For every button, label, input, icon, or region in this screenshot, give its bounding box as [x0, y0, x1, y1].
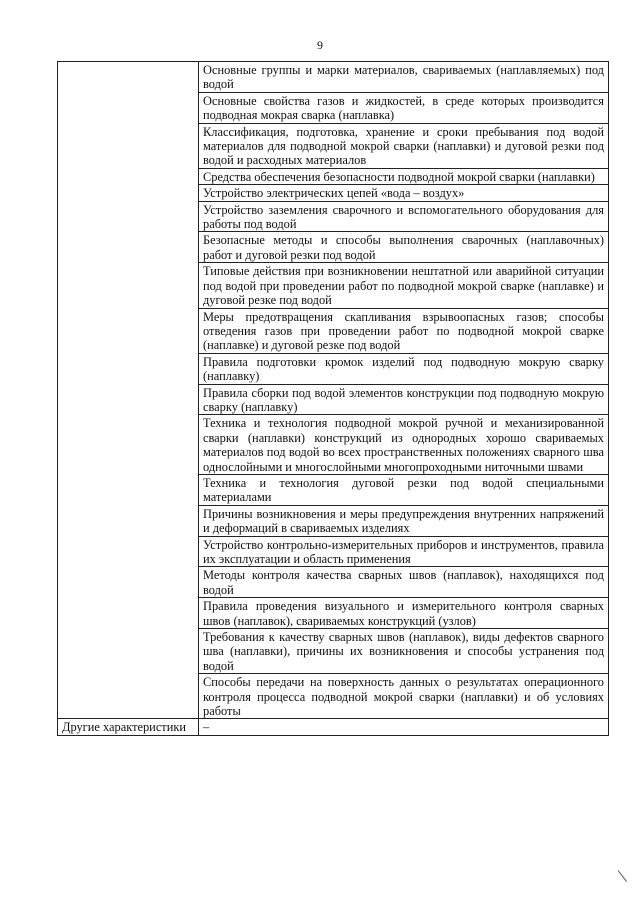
- page-number: 9: [317, 38, 323, 52]
- table-cell: Методы контроля качества сварных швов (наплавок), находящихся под водой: [199, 567, 609, 598]
- other-characteristics-row: [58, 719, 609, 735]
- table-cell: Основные группы и марки материалов, свариваемых (наплавляемых) под водой: [199, 62, 609, 93]
- other-characteristics-label: Другие характеристики: [58, 719, 199, 735]
- table-cell: Способы передачи на поверхность данных о результатах операционного контроля процесса подводной мокрой сварки (наплавки) и об условиях работы: [199, 674, 609, 719]
- table-cell: Правила проведения визуального и измерительного контроля сварных швов (наплавок), свариваемых конструкций (узлов): [199, 598, 609, 629]
- table-cell: Основные свойства газов и жидкостей, в среде которых производится подводная мокрая сварка (наплавка): [199, 92, 609, 123]
- table-cell: Классификация, подготовка, хранение и сроки пребывания под водой материалов для подводной мокрой сварки (наплавки) и дуговой резки под водой и расходных материалов: [199, 123, 609, 168]
- table-cell: Типовые действия при возникновении нештатной или аварийной ситуации под водой при проведении работ по подводной мокрой сварке (наплавке) и дуговой резке под водой: [199, 263, 609, 308]
- table-cell: Правила подготовки кромок изделий под подводную мокрую сварку (наплавку): [199, 353, 609, 384]
- other-characteristics-value: –: [199, 719, 609, 735]
- table-row: [58, 62, 609, 93]
- empty-label-cell: [58, 62, 199, 719]
- table-cell: Техника и технология подводной мокрой ручной и механизированной сварки (наплавки) конструкций из однородных хорошо свариваемых материалов под водой во всех пространственных положениях сварного шва однослойными и многослойными многопроходными ниточными швами: [199, 415, 609, 475]
- table-cell: Средства обеспечения безопасности подводной мокрой сварки (наплавки): [199, 168, 609, 184]
- table-cell: Причины возникновения и меры предупреждения внутренних напряжений и деформаций в свариваемых изделиях: [199, 505, 609, 536]
- table-cell: Требования к качеству сварных швов (наплавок), виды дефектов сварного шва (наплавки), причины их возникновения и способы устранения под водой: [199, 629, 609, 674]
- knowledge-table: [57, 61, 609, 736]
- table-cell: Устройство электрических цепей «вода – воздух»: [199, 185, 609, 201]
- knowledge-table-body: [58, 62, 609, 736]
- table-cell: Правила сборки под водой элементов конструкции под подводную мокрую сварку (наплавку): [199, 384, 609, 415]
- table-cell: Меры предотвращения скапливания взрывоопасных газов; способы отведения газов при проведении работ по подводной мокрой сварке (наплавке) и дуговой резке под водой: [199, 308, 609, 353]
- table-cell: Техника и технология дуговой резки под водой специальными материалами: [199, 474, 609, 505]
- scan-corner-mark: [618, 870, 627, 882]
- table-cell: Безопасные методы и способы выполнения сварочных (наплавочных) работ и дуговой резки под водой: [199, 232, 609, 263]
- table-cell: Устройство заземления сварочного и вспомогательного оборудования для работы под водой: [199, 201, 609, 232]
- table-cell: Устройство контрольно-измерительных приборов и инструментов, правила их эксплуатации и область применения: [199, 536, 609, 567]
